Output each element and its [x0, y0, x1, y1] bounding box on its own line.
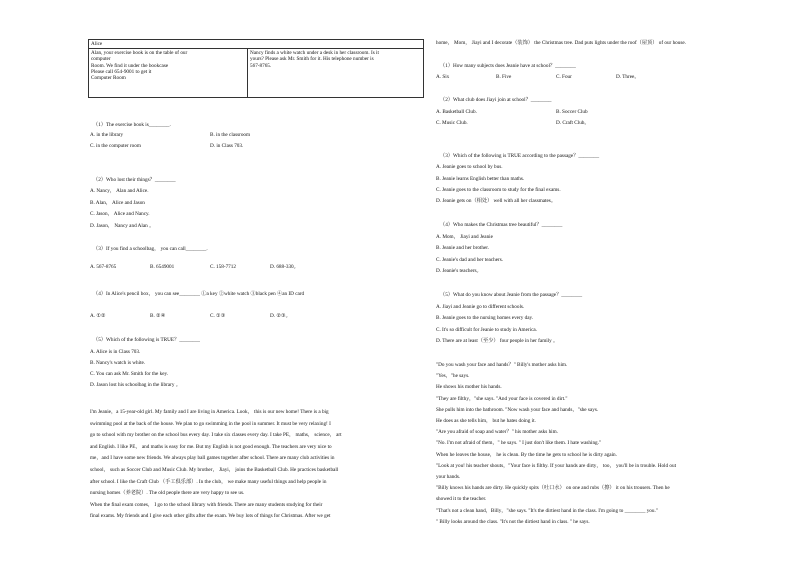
option: C. in the computer room	[90, 143, 141, 149]
option: D. 688-330。	[270, 264, 299, 270]
option: B. ②④	[150, 313, 166, 319]
option: B. Soccer Club	[556, 109, 588, 115]
story-line: " Billy looks around the class. "It's not the dirtiest hand in class. " he says.	[436, 518, 590, 525]
option: B. Jeanie goes to the nursing homes every day.	[436, 315, 534, 321]
passage-line: final exams. My friends and I give each other gifts after the exam. We buy lots of things for Christmas. After we get	[90, 513, 331, 520]
option: B. Five	[496, 74, 512, 80]
option: A. Mom， Jiayi and Jeanie	[436, 234, 493, 240]
question-stem: （4）In Alice's pencil box， you can see________ ①a key ②white watch ③black pen ④an ID card	[93, 291, 305, 297]
question-stem: （5）Which of the following is TRUE？________	[93, 337, 200, 343]
option: A. Alice is in Class 703.	[90, 349, 141, 355]
option: B. Alan， Alice and Jason	[90, 200, 145, 206]
option: C. Music Club.	[436, 120, 468, 126]
passage-line: after school. I like the Craft Club （手工俱乐部）. In the club， we make many useful things and help people in	[90, 478, 327, 485]
passage-line: and English. I like PE， and maths is easy for me. But my English is not good enough. The teachers are very nice to	[90, 443, 332, 450]
option: D. ②③。	[270, 313, 291, 319]
story-line: "No. I'm not afraid of them，" he says. " I just don't like them. I hate washing."	[436, 440, 602, 447]
option: A. in the library	[90, 132, 124, 138]
option: B. Nancy's watch is white.	[90, 360, 146, 366]
story-line: "They are filthy，"she says. "And your face is covered in dirt."	[436, 395, 568, 402]
option: A. ①②	[90, 313, 106, 319]
option: D. Jeanie gets on（相处） well with all her classmates。	[436, 198, 557, 204]
notice-line: Nancy finds a white watch under a desk in her classroom. Is it	[250, 50, 379, 57]
notice-line: computer	[91, 56, 111, 63]
option: C. It's so difficult for Jeanie to study in America.	[436, 327, 537, 333]
story-line: She pulls him into the bathroom. "Now wash your face and hands，"she says.	[436, 406, 599, 413]
notice-line: Room. We find it under the bookcase	[91, 62, 169, 69]
question-stem: （1）How many subjects does Jeanie have at school？________	[440, 63, 576, 69]
notice-line: yours? Please ask Mr. Smith for it. His telephone number is	[250, 56, 374, 63]
option: C. Jason， Alice and Nancy.	[90, 211, 150, 217]
reading-passage	[90, 407, 426, 523]
notice-line: 567-8765.	[250, 62, 272, 69]
notice-alan-cell	[89, 49, 248, 98]
option: A. Jiayi and Jeanie go to different schools.	[436, 304, 525, 310]
option: B. in the classroom	[210, 132, 251, 138]
passage-line: I'm Jeanie，a 15-year-old girl. My family and I are living in America. Look， this is our new home! There is a big	[90, 409, 329, 415]
option: D. Three。	[616, 74, 640, 80]
passage-line: When the final exam comes， I go to the school library with friends. There are many students studying for their	[90, 501, 323, 508]
option: A. Basketball Club.	[436, 109, 477, 115]
option: D. Jason， Nancy and Alan 。	[90, 223, 155, 229]
option: D. There are at least（至少） four people in her family 。	[436, 338, 559, 344]
story-line: "Do you wash your face and hands？" Billy's mother asks him.	[436, 362, 568, 368]
option: A. Jeanie goes to school by bus.	[436, 164, 503, 170]
passage-line: nursing homes（养老院）. The old people there are very happy to see us.	[90, 490, 245, 497]
question-stem: （3）If you find a schoolbag， you can call________.	[93, 246, 208, 252]
notice-table	[88, 39, 424, 98]
question-stem: （1）The exercise book is________.	[93, 122, 171, 128]
story-line: your hands.	[436, 474, 461, 481]
question-stem: （2）What club does Jiayi join at school？________	[440, 97, 552, 103]
option: D. Jason lost his schoolbag in the library 。	[90, 382, 181, 388]
option: A. 567-8765	[90, 264, 117, 270]
story-line: "Billy knows his hands are dirty. He quickly spits（吐口水） on one and rubs（擦） it on his trousers. Then he	[436, 485, 670, 492]
option: C. ①③	[210, 313, 226, 319]
option: B. Jeanie learns English better than maths.	[436, 176, 525, 182]
story-passage	[436, 360, 776, 528]
story-line: showed it to the teacher.	[436, 496, 487, 503]
option: D. in Class 703.	[210, 143, 244, 149]
option: C. You can ask Mr. Smith for the key.	[90, 371, 169, 377]
story-line: "That's not a clean hand，Billy，"she says. "It's the dirtiest hand in the class. I'm going to ________ you."	[436, 507, 658, 514]
option: A. Nancy， Alan and Alice.	[90, 188, 149, 194]
story-line: He does as she tells him， but he hates doing it.	[436, 418, 536, 425]
option: B. 6549001	[150, 264, 175, 270]
passage-line: go to school with my brother on the school bus every day. I take six classes every day. I take PE， maths， science， art	[90, 432, 342, 439]
question-stem: （2）Who lost their things？________	[93, 177, 176, 183]
story-line: "Yes，"he says.	[436, 373, 470, 380]
question-stem: （4）Who makes the Christmas tree beautiful？________	[440, 222, 563, 228]
story-line: "Are you afraid of soap and water？" his mother asks him.	[436, 429, 558, 436]
passage-line: school， such as Soccer Club and Music Club. My brother， Jiayi， joins the Basketball Club. He practices basketball	[90, 466, 339, 473]
passage-line: swimming pool at the back of the house. We plan to go swimming in the pool in summer. It must be very relaxing! I	[90, 420, 331, 427]
notice-line: Please call 654-9001 to get it	[91, 68, 152, 75]
option: C. Jeanie's dad and her teachers.	[436, 257, 504, 263]
option: C. Jeanie goes to the classroom to study for the final exams.	[436, 187, 561, 193]
notice-line: Computer Room	[91, 75, 126, 82]
question-stem: （3）Which of the following is TRUE according to the passage？________	[440, 153, 600, 159]
story-line: He shows his mother his hands.	[436, 384, 502, 391]
notice-nancy-cell	[248, 49, 424, 98]
option: A. Six	[436, 74, 450, 80]
story-line: "Look at you! his teacher shouts，"Your face is filthy. If your hands are dirty， too， you'll be in trouble. Hold out	[436, 462, 677, 469]
story-line: When he leaves the house， he is clean. By the time he gets to school he is dirty again.	[436, 451, 617, 458]
question-stem: （5）What do you know about Jeanie from the passage？________	[440, 292, 583, 298]
table-header-cell: Alice	[89, 40, 424, 49]
passage-continuation: home， Mom， Jiayi and I decorate（装饰） the Christmas tree. Dad puts lights under the roof（屋顶） of our house.	[436, 40, 686, 46]
option: D. Jeanie's teachers。	[436, 268, 482, 274]
option: C. 158-7712	[210, 264, 236, 270]
passage-line: me，and I have some new friends. We always play ball games together after school. There are many club activities in	[90, 455, 335, 462]
notice-line: Alan, your exercise book is on the table of our	[91, 50, 188, 57]
option: B. Jeanie and her brother.	[436, 245, 490, 251]
option: C. Four	[556, 74, 572, 80]
option: D. Craft Club。	[556, 120, 590, 126]
